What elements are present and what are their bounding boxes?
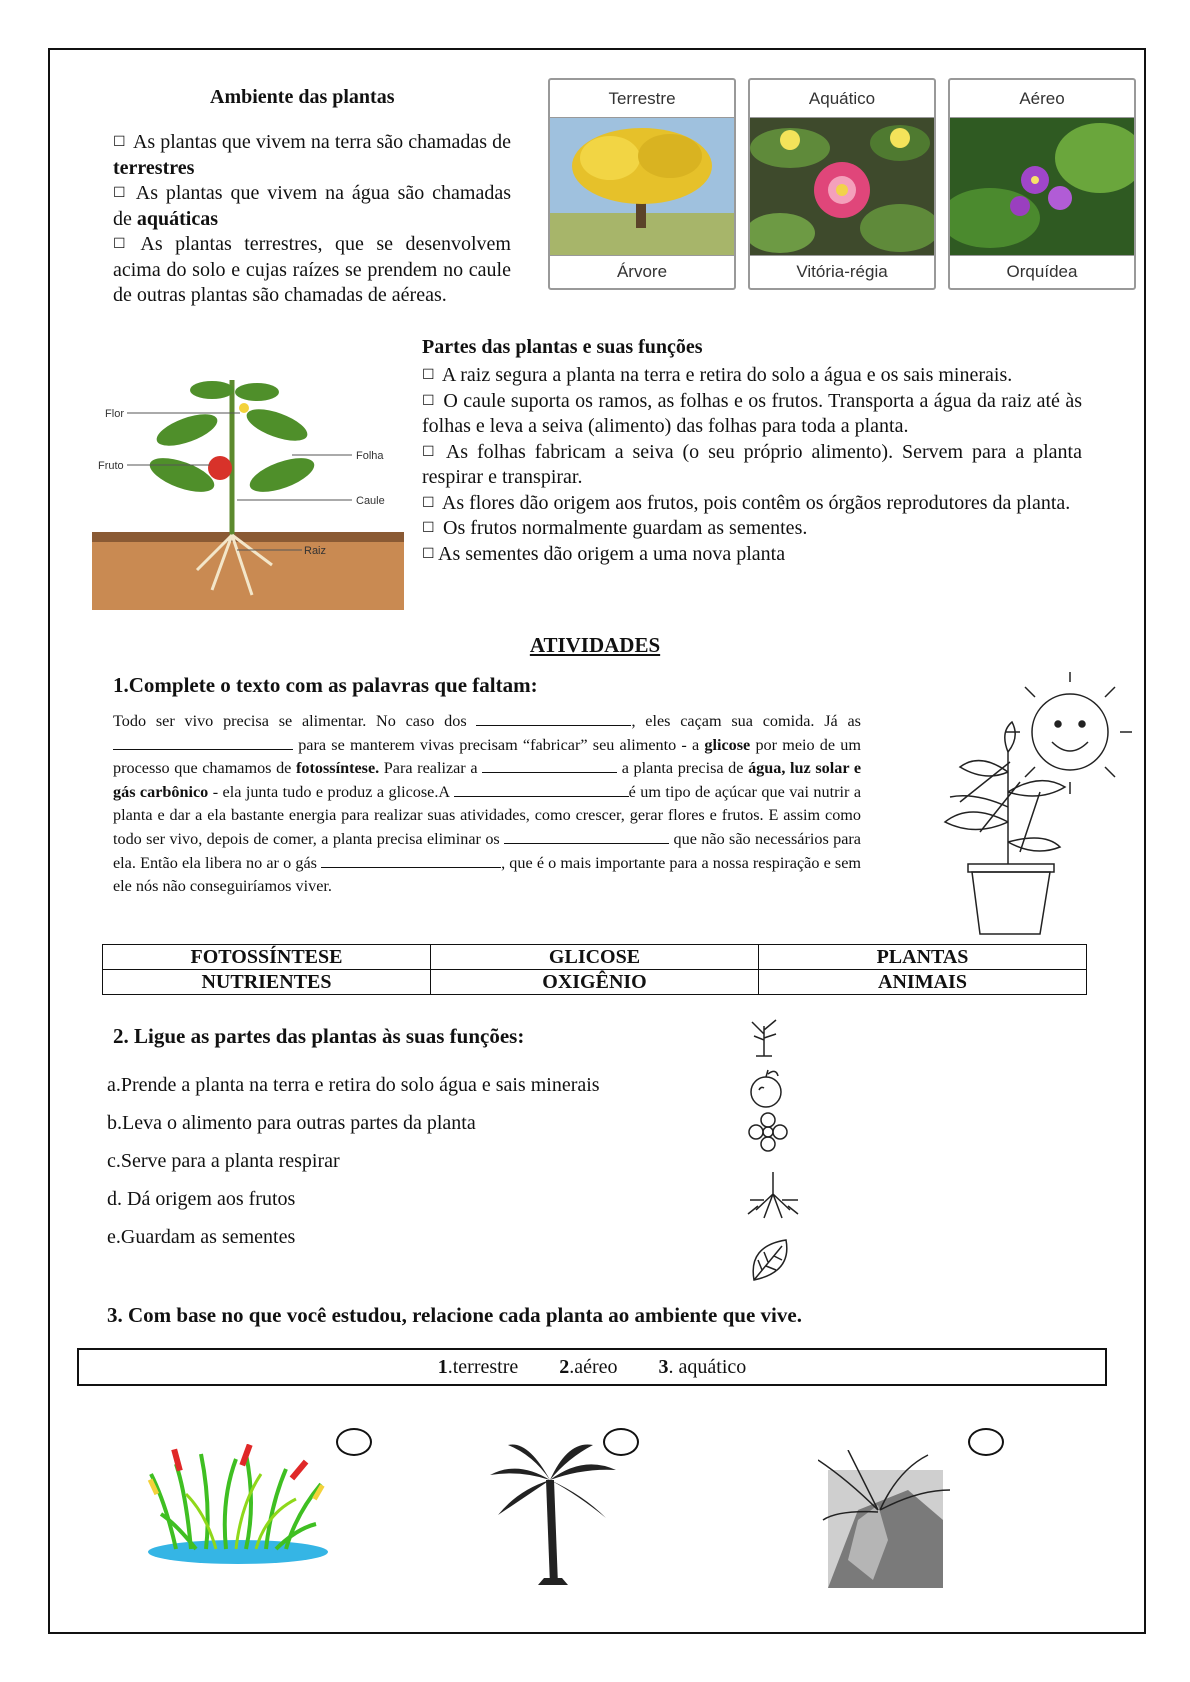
bullet-box-icon: ☐ [113, 185, 126, 201]
word-cell: OXIGÊNIO [431, 970, 759, 995]
legend-item: 1.terrestre [437, 1356, 519, 1378]
palm-tree-image [488, 1440, 618, 1590]
water-lily-photo [750, 118, 934, 256]
tree-photo [550, 118, 734, 256]
blank-field[interactable] [504, 830, 669, 844]
habitat-card-terrestre: Terrestre Árvore [548, 78, 736, 290]
ambiente-line-2: ☐ As plantas que vivem na água são chamadas de aquáticas [113, 182, 511, 230]
atividades-heading: ATIVIDADES [529, 633, 661, 657]
legend-item: 3. aquático [658, 1356, 747, 1378]
ambiente-line-1: ☐ As plantas que vivem na terra são chamadas de terrestres [113, 131, 511, 179]
label-folha: Folha [356, 450, 384, 462]
question-1-text: Todo ser vivo precisa se alimentar. No caso dos , eles caçam sua comida. Já as para se manterem vivas precisam “fabricar” seu alimento - a glicose por meio de um processo que chamamos de fotossíntese. Para realizar a a planta precisa de água, luz solar e gás carbônico - ela junta tudo e produz a glicose.A é um tipo de açúcar que vai nutrir a planta e dar a ela bastante energia para realizar suas atividades, como crescer, gerar flores e frutos. E assim como todo ser vivo, depois de comer, a planta precisa eliminar os que não são necessários para ela. Então ela libera no ar o gás , que é o mais importante para a nossa respiração e sem ele nós não conseguiríamos viver. [113, 712, 862, 896]
ambiente-text [113, 130, 511, 309]
match-item-e: e.Guardam as sementes [107, 1226, 296, 1248]
bullet-box-icon: ☐ [113, 236, 126, 252]
word-bank-table [102, 944, 1087, 995]
blank-field[interactable] [482, 759, 617, 773]
answer-circle[interactable] [603, 1428, 639, 1456]
bullet-box-icon: ☐ [422, 520, 435, 536]
habitat-card-aquatico: Aquático Vitória-régia [748, 78, 936, 290]
partes-item: ☐ As flores dão origem aos frutos, pois contêm os órgãos reprodutores da planta. [422, 491, 1082, 517]
match-item-d: d. Dá origem aos frutos [107, 1188, 296, 1210]
orchid-photo [950, 118, 1134, 256]
section-title-partes: Partes das plantas e suas funções [422, 336, 703, 358]
partes-item: ☐ Os frutos normalmente guardam as sementes. [422, 516, 1082, 542]
answer-circle[interactable] [336, 1428, 372, 1456]
bullet-box-icon: ☐ [422, 367, 435, 383]
table-row [103, 945, 1087, 970]
word-cell: FOTOSSÍNTESE [103, 945, 431, 970]
label-caule: Caule [356, 495, 385, 507]
partes-item: ☐ As folhas fabricam a seiva (o seu próprio alimento). Servem para a planta respirar e transpirar. [422, 440, 1082, 488]
partes-item: ☐ A raiz segura a planta na terra e retira do solo a água e os sais minerais. [422, 363, 1082, 389]
blank-field[interactable] [113, 736, 293, 750]
word-cell: ANIMAIS [759, 970, 1087, 995]
blank-field[interactable] [321, 854, 501, 868]
match-item-c: c.Serve para a planta respirar [107, 1150, 340, 1172]
bullet-box-icon: ☐ [422, 545, 435, 562]
word-cell: NUTRIENTES [103, 970, 431, 995]
epiphyte-plant-image [818, 1450, 950, 1590]
label-flor: Flor [105, 408, 124, 420]
sun-plant-drawing [900, 672, 1132, 938]
question-2-title: 2. Ligue as partes das plantas às suas funções: [113, 1024, 525, 1048]
bullet-box-icon: ☐ [113, 134, 126, 150]
section-title-ambiente: Ambiente das plantas [210, 86, 395, 108]
aquatic-grass-image [146, 1444, 331, 1564]
stem-icon[interactable] [742, 1016, 786, 1058]
blank-field[interactable] [454, 783, 629, 797]
label-fruto: Fruto [98, 460, 124, 472]
question-1-title: 1.Complete o texto com as palavras que faltam: [113, 673, 538, 697]
root-icon[interactable] [744, 1170, 802, 1220]
word-cell: PLANTAS [759, 945, 1087, 970]
fruit-icon[interactable] [746, 1068, 786, 1110]
word-cell: GLICOSE [431, 945, 759, 970]
match-item-a: a.Prende a planta na terra e retira do solo água e sais minerais [107, 1074, 600, 1096]
bullet-box-icon: ☐ [422, 494, 435, 511]
label-raiz: Raiz [304, 545, 327, 557]
plant-parts-diagram [92, 360, 404, 610]
table-row [103, 970, 1087, 995]
partes-item: ☐ As sementes dão origem a uma nova planta [422, 542, 1082, 568]
leaf-icon[interactable] [748, 1236, 792, 1284]
match-item-b: b.Leva o alimento para outras partes da planta [107, 1112, 476, 1134]
ambiente-line-3: ☐ As plantas terrestres, que se desenvolvem acima do solo e cujas raízes se prendem no caule de outras plantas são chamadas de aéreas. [113, 233, 511, 306]
blank-field[interactable] [476, 712, 631, 726]
bullet-box-icon: ☐ [422, 392, 435, 409]
bullet-box-icon: ☐ [422, 443, 435, 460]
flower-icon[interactable] [746, 1110, 790, 1154]
legend-item: 2.aéreo [559, 1356, 618, 1378]
environment-legend [77, 1348, 1107, 1386]
answer-circle[interactable] [968, 1428, 1004, 1456]
partes-item: ☐ O caule suporta os ramos, as folhas e os frutos. Transporta a água da raiz até às folhas e leva a seiva (alimento) das folhas para toda a planta. [422, 389, 1083, 437]
habitat-card-aereo: Aéreo Orquídea [948, 78, 1136, 290]
question-3-title: 3. Com base no que você estudou, relacione cada planta ao ambiente que vive. [107, 1303, 802, 1327]
partes-list [422, 363, 1082, 567]
